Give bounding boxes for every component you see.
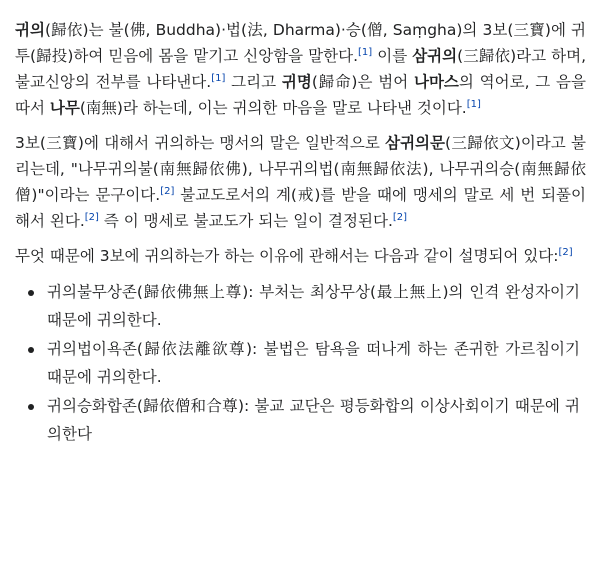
term-samgwiuimun: 삼귀의문 — [385, 134, 446, 152]
text-span: 의 역어로, 그 음을 따서 — [15, 73, 587, 117]
bullet-icon — [28, 404, 34, 410]
term-gwimyeong: 귀명 — [281, 73, 312, 91]
bullet-icon — [28, 290, 34, 296]
text-span: 이를 — [372, 47, 413, 65]
reference-link[interactable]: [1] — [466, 98, 481, 110]
list-item — [47, 392, 586, 448]
text-span: (歸依)는 불(佛, Buddha)·법(法, Dharma)·승(僧, Saṃgha)의 3보(三寶)에 귀투(歸投)하여 믿음에 몸을 맡기고 신앙함을 말한다. — [15, 21, 586, 65]
text-span: 3보(三寶)에 대해서 귀의하는 맹서의 말은 일반적으로 — [15, 134, 386, 152]
term-namu: 나무 — [49, 99, 80, 117]
reference-link[interactable]: [2] — [392, 211, 408, 223]
list-item-text: 귀의법이욕존(歸依法離欲尊): 불법은 탐욕을 떠나게 하는 존귀한 가르침이기 때문에 귀의한다. — [47, 340, 580, 386]
reference-link[interactable]: [2] — [84, 211, 99, 223]
text-span: 불교도로서의 계(戒)를 받을 때에 맹세의 말로 세 번 되풀이해서 왼다. — [15, 186, 586, 230]
reference-link[interactable]: [2] — [160, 185, 175, 197]
text-span: 그리고 — [225, 73, 282, 91]
list-item — [47, 278, 586, 334]
reference-link[interactable]: [2] — [558, 246, 573, 258]
list-item-text: 귀의승화합존(歸依僧和合尊): 불교 교단은 평등화합의 이상사회이기 때문에 귀의한다 — [47, 397, 580, 443]
text-span: (南無)라 하는데, 이는 귀의한 마음을 말로 나타낸 것이다. — [79, 99, 467, 117]
term-namas: 나마스 — [413, 73, 459, 91]
reason-list — [15, 278, 586, 448]
text-span: 즉 이 맹세로 불교도가 되는 일이 결정된다. — [98, 212, 393, 230]
reference-link[interactable]: [1] — [358, 46, 373, 58]
bullet-icon — [28, 347, 34, 353]
reference-link[interactable]: [1] — [211, 72, 226, 84]
paragraph-oath — [15, 130, 586, 234]
paragraph-reason — [15, 243, 586, 269]
text-span: (歸命)은 범어 — [311, 73, 414, 91]
text-span: (三歸依)라고 하며, 불교신앙의 전부를 나타낸다. — [15, 47, 586, 91]
term-gwiui: 귀의 — [15, 21, 45, 39]
term-samgwiui: 삼귀의 — [412, 47, 458, 65]
list-item — [47, 335, 586, 391]
list-item-text: 귀의불무상존(歸依佛無上尊): 부처는 최상무상(最上無上)의 인격 완성자이기 때문에 귀의한다. — [47, 283, 580, 329]
text-span: 무엇 때문에 3보에 귀의하는가 하는 이유에 관해서는 다음과 같이 설명되어 있다: — [15, 247, 559, 265]
text-span: (三歸依文)이라고 불리는데, "나무귀의불(南無歸依佛), 나무귀의법(南無歸依法), 나무귀의승(南無歸依僧)"이라는 문구이다. — [15, 134, 586, 204]
paragraph-definition — [15, 17, 586, 121]
